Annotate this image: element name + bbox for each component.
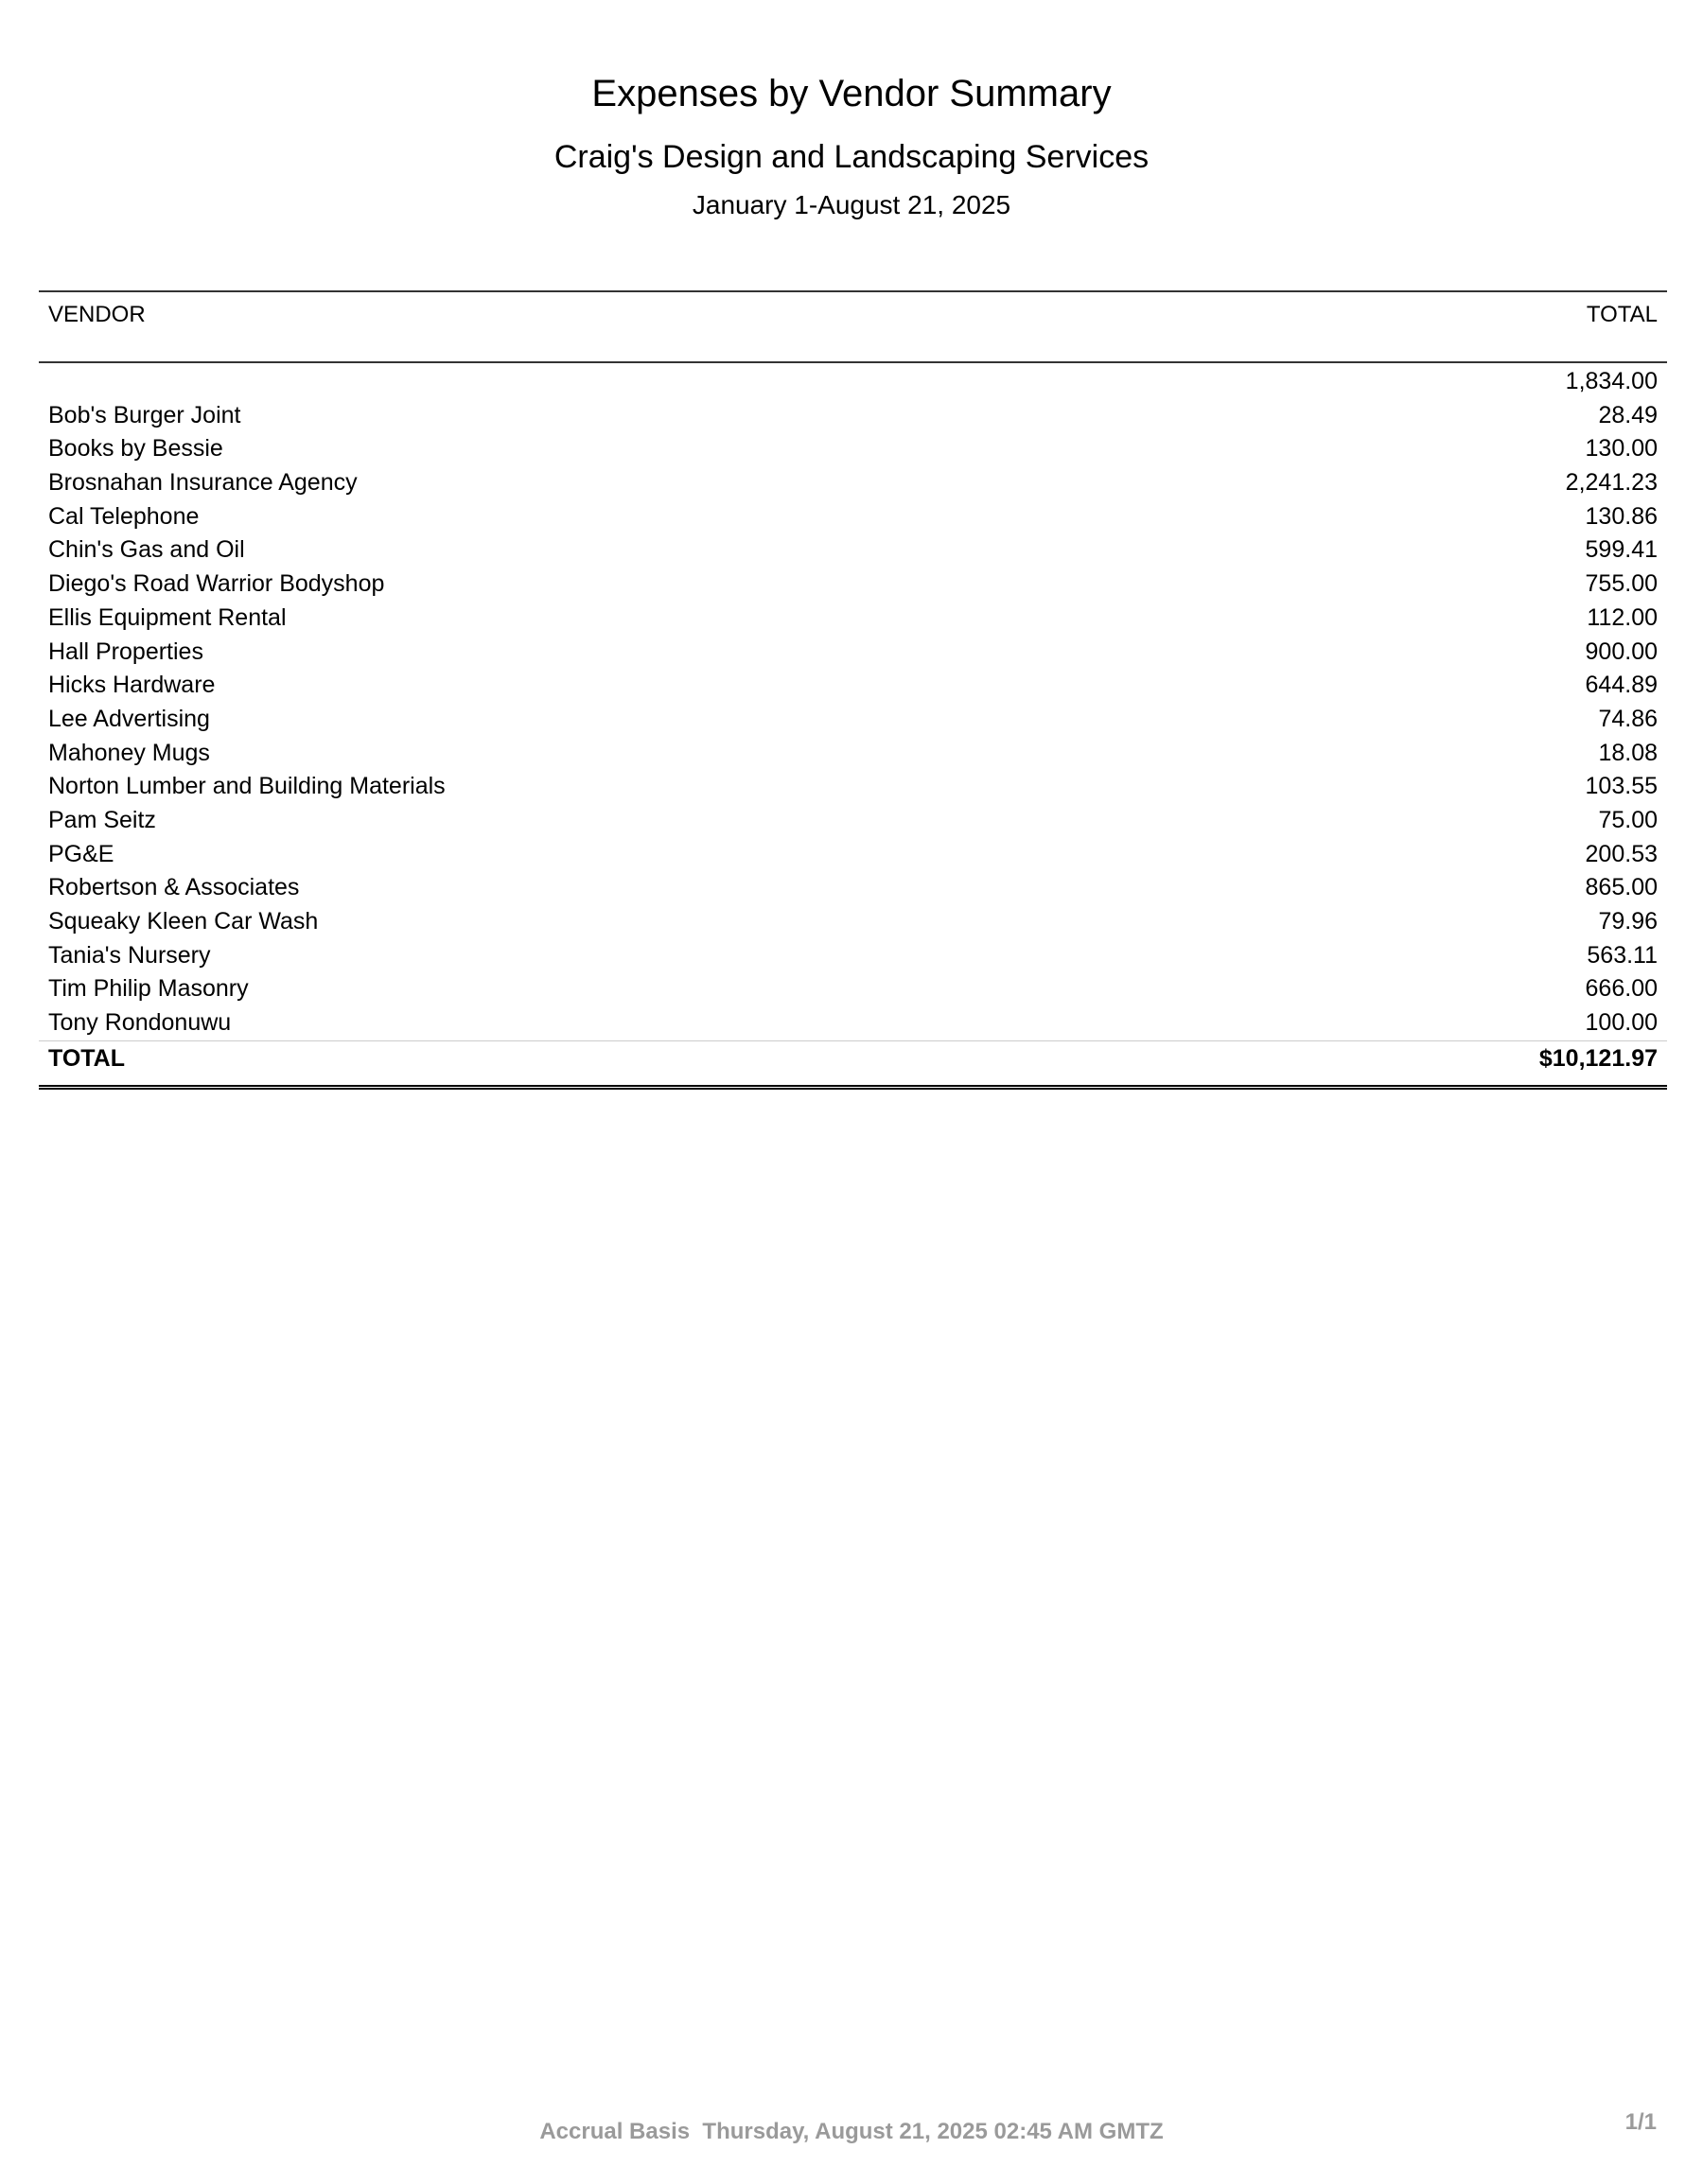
table-row <box>39 871 1667 905</box>
vendor-name: Tania's Nursery <box>48 941 211 969</box>
vendor-rows <box>39 365 1667 1040</box>
page-number: 1/1 <box>1624 2109 1657 2135</box>
company-name: Craig's Design and Landscaping Services <box>553 139 1150 175</box>
vendor-amount: 755.00 <box>1585 570 1658 598</box>
vendor-name: Mahoney Mugs <box>48 739 210 766</box>
table-row <box>39 365 1667 399</box>
vendor-amount: 599.41 <box>1585 536 1658 564</box>
vendor-amount: 28.49 <box>1598 401 1658 428</box>
table-row <box>39 568 1667 602</box>
table-row <box>39 737 1667 771</box>
vendor-name: Hall Properties <box>48 638 203 665</box>
vendor-name: Bob's Burger Joint <box>48 401 241 428</box>
table-row <box>39 500 1667 534</box>
vendor-name: Cal Telephone <box>48 502 200 530</box>
vendor-amount: 666.00 <box>1585 975 1658 1003</box>
vendor-name: Squeaky Kleen Car Wash <box>48 908 319 935</box>
report-title: Expenses by Vendor Summary <box>591 73 1112 114</box>
vendor-amount: 1,834.00 <box>1565 368 1658 394</box>
vendor-amount: 79.96 <box>1598 908 1658 935</box>
vendor-name: PG&E <box>48 840 114 867</box>
table-row <box>39 770 1667 804</box>
total-column-header: TOTAL <box>1586 302 1658 327</box>
column-header-row <box>39 290 1667 363</box>
report-footer: Accrual Basis Thursday, August 21, 2025 02:45 AM GMTZ <box>539 2119 1164 2144</box>
table-row <box>39 1006 1667 1040</box>
total-amount: $10,121.97 <box>1538 1044 1658 1072</box>
vendor-column-header: VENDOR <box>48 302 146 327</box>
table-row <box>39 432 1667 466</box>
table-row <box>39 939 1667 973</box>
report-period: January 1-August 21, 2025 <box>692 190 1011 219</box>
vendor-name: Chin's Gas and Oil <box>48 536 245 564</box>
table-row <box>39 399 1667 433</box>
vendor-amount: 112.00 <box>1587 603 1658 631</box>
vendor-name: Lee Advertising <box>48 705 210 732</box>
table-row <box>39 804 1667 838</box>
table-row <box>39 669 1667 703</box>
vendor-name: Books by Bessie <box>48 435 223 463</box>
table-row <box>39 602 1667 636</box>
vendor-name: Hicks Hardware <box>48 672 216 699</box>
vendor-name: Norton Lumber and Building Materials <box>48 773 446 800</box>
vendor-amount: 2,241.23 <box>1565 469 1658 497</box>
vendor-amount: 200.53 <box>1585 840 1658 867</box>
vendor-name: Diego's Road Warrior Bodyshop <box>48 570 385 598</box>
vendor-amount: 865.00 <box>1585 874 1658 901</box>
vendor-amount: 103.55 <box>1585 773 1658 800</box>
vendor-name: Robertson & Associates <box>48 874 300 901</box>
table-row <box>39 703 1667 737</box>
table-row <box>39 636 1667 670</box>
vendor-name: Tony Rondonuwu <box>48 1009 232 1037</box>
vendor-name: Brosnahan Insurance Agency <box>48 469 358 497</box>
table-row <box>39 838 1667 872</box>
report-table <box>39 290 1667 1090</box>
table-row <box>39 905 1667 939</box>
vendor-amount: 74.86 <box>1598 705 1658 732</box>
vendor-amount: 100.00 <box>1585 1009 1658 1037</box>
vendor-amount: 75.00 <box>1598 806 1658 833</box>
table-row <box>39 972 1667 1006</box>
vendor-amount: 130.86 <box>1585 502 1658 530</box>
vendor-amount: 18.08 <box>1598 739 1658 766</box>
vendor-name: Ellis Equipment Rental <box>48 603 287 631</box>
total-row <box>39 1040 1667 1090</box>
table-row <box>39 533 1667 568</box>
vendor-amount: 644.89 <box>1585 672 1658 699</box>
vendor-amount: 563.11 <box>1587 941 1658 969</box>
vendor-name: Pam Seitz <box>48 806 156 833</box>
total-label: TOTAL <box>48 1044 126 1072</box>
vendor-amount: 130.00 <box>1585 435 1658 463</box>
table-row <box>39 466 1667 500</box>
vendor-name: Tim Philip Masonry <box>48 975 249 1003</box>
vendor-amount: 900.00 <box>1585 638 1658 665</box>
